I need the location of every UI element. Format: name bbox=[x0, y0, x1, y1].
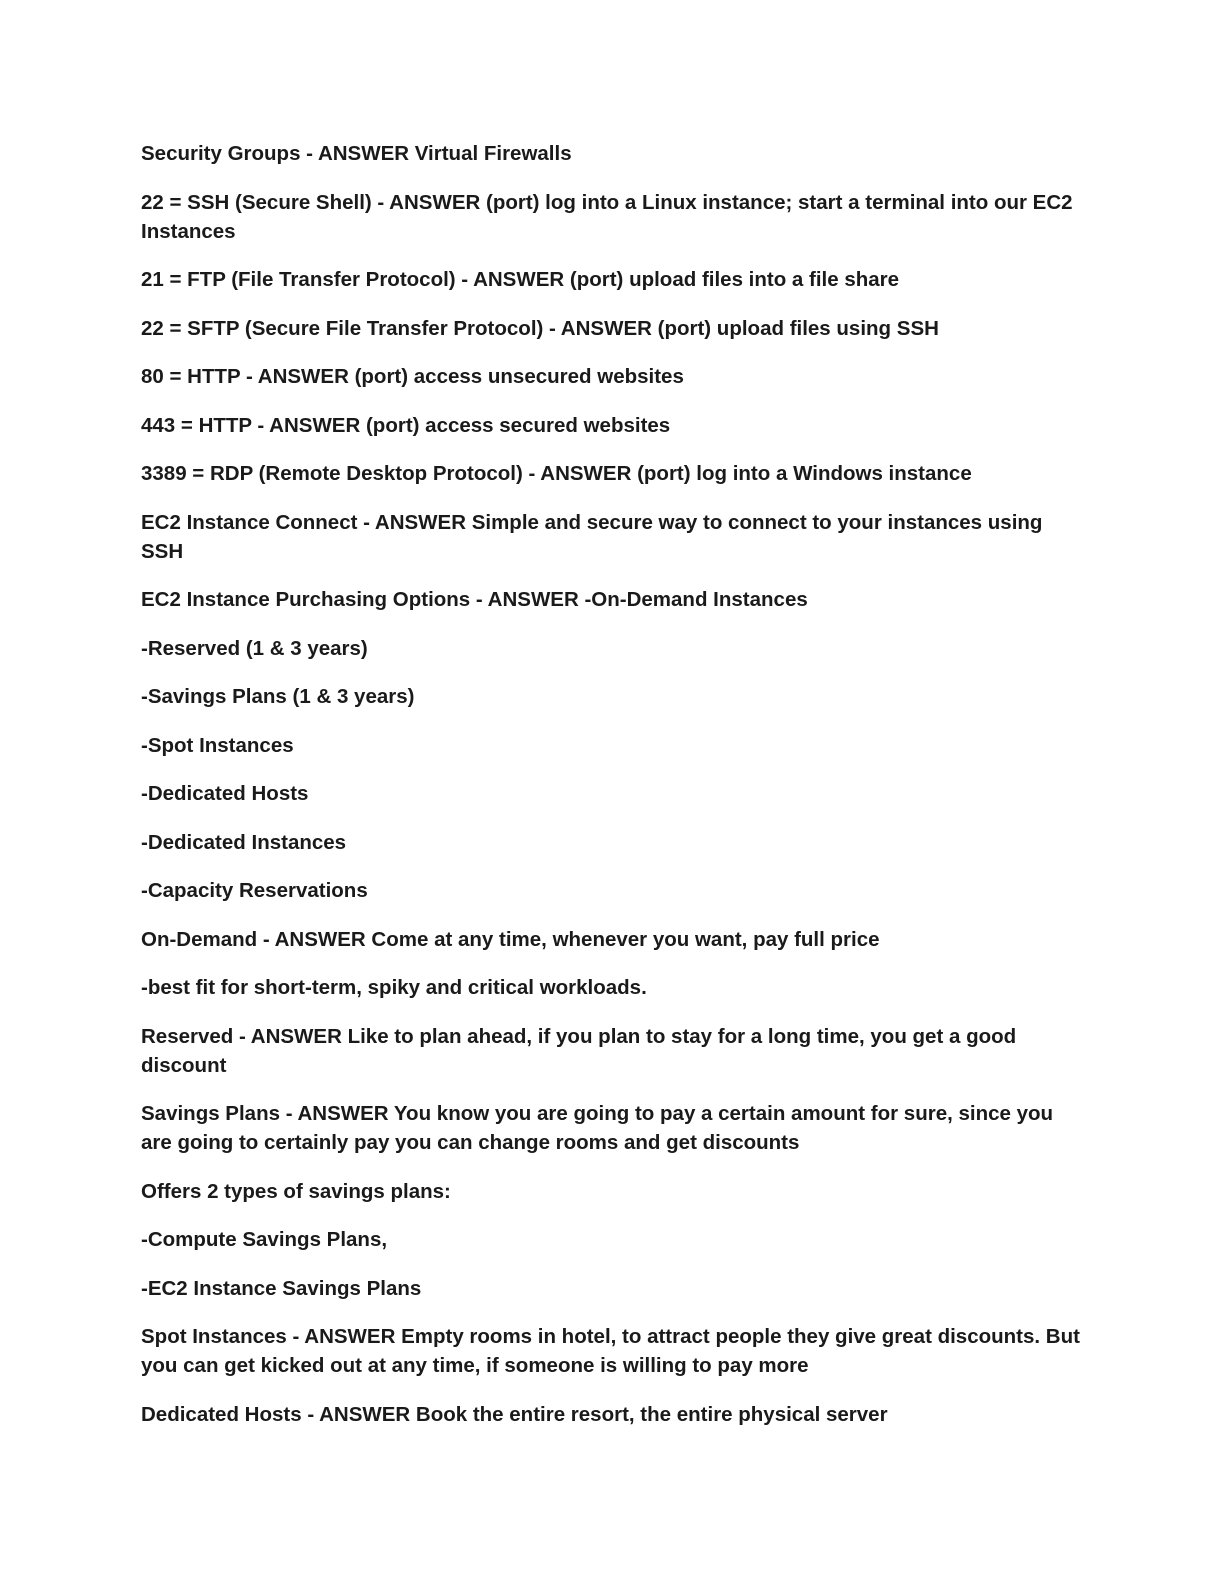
paragraph-sftp-port: 22 = SFTP (Secure File Transfer Protocol) - ANSWER (port) upload files using SSH bbox=[141, 316, 939, 340]
document-body bbox=[141, 139, 1081, 1448]
paragraph-ec2-instance-connect: EC2 Instance Connect - ANSWER Simple and secure way to connect to your instances using SSH bbox=[141, 510, 1043, 563]
paragraph-spot-instances: Spot Instances - ANSWER Empty rooms in hotel, to attract people they give great discounts. But you can get kicked out at any time, if someone is willing to pay more bbox=[141, 1325, 1080, 1377]
paragraph-ssh-port: 22 = SSH (Secure Shell) - ANSWER (port) log into a Linux instance; start a terminal into our EC2 Instances bbox=[141, 190, 1073, 243]
paragraph-on-demand: On-Demand - ANSWER Come at any time, whenever you want, pay full price bbox=[141, 927, 880, 951]
paragraph-security-groups: Security Groups - ANSWER Virtual Firewalls bbox=[141, 142, 572, 165]
paragraph-reserved-option: -Reserved (1 & 3 years) bbox=[141, 636, 368, 660]
paragraph-savings-plans-option: -Savings Plans (1 & 3 years) bbox=[141, 685, 415, 708]
paragraph-compute-savings-plans: -Compute Savings Plans, bbox=[141, 1228, 388, 1251]
paragraph-ec2-instance-savings-plans: -EC2 Instance Savings Plans bbox=[141, 1276, 422, 1300]
paragraph-capacity-reservations-option: -Capacity Reservations bbox=[141, 879, 368, 902]
paragraph-reserved: Reserved - ANSWER Like to plan ahead, if you plan to stay for a long time, you get a good discount bbox=[141, 1024, 1017, 1077]
paragraph-purchasing-options: EC2 Instance Purchasing Options - ANSWER -On-Demand Instances bbox=[141, 588, 808, 611]
paragraph-spot-option: -Spot Instances bbox=[141, 733, 294, 757]
paragraph-savings-plan-types: Offers 2 types of savings plans: bbox=[141, 1179, 451, 1203]
paragraph-dedicated-hosts-option: -Dedicated Hosts bbox=[141, 782, 309, 805]
paragraph-ftp-port: 21 = FTP (File Transfer Protocol) - ANSWER (port) upload files into a file share bbox=[141, 268, 900, 291]
paragraph-dedicated-instances-option: -Dedicated Instances bbox=[141, 830, 347, 854]
paragraph-on-demand-best-fit: -best fit for short-term, spiky and critical workloads. bbox=[141, 976, 647, 999]
paragraph-rdp-port: 3389 = RDP (Remote Desktop Protocol) - ANSWER (port) log into a Windows instance bbox=[141, 462, 972, 485]
paragraph-dedicated-hosts: Dedicated Hosts - ANSWER Book the entire resort, the entire physical server bbox=[141, 1402, 888, 1426]
paragraph-http-port: 80 = HTTP - ANSWER (port) access unsecured websites bbox=[141, 365, 684, 388]
paragraph-savings-plans: Savings Plans - ANSWER You know you are going to pay a certain amount for sure, since you are going to certainly pay you can change rooms and get discounts bbox=[141, 1102, 1054, 1154]
paragraph-https-port: 443 = HTTP - ANSWER (port) access secured websites bbox=[141, 413, 671, 437]
